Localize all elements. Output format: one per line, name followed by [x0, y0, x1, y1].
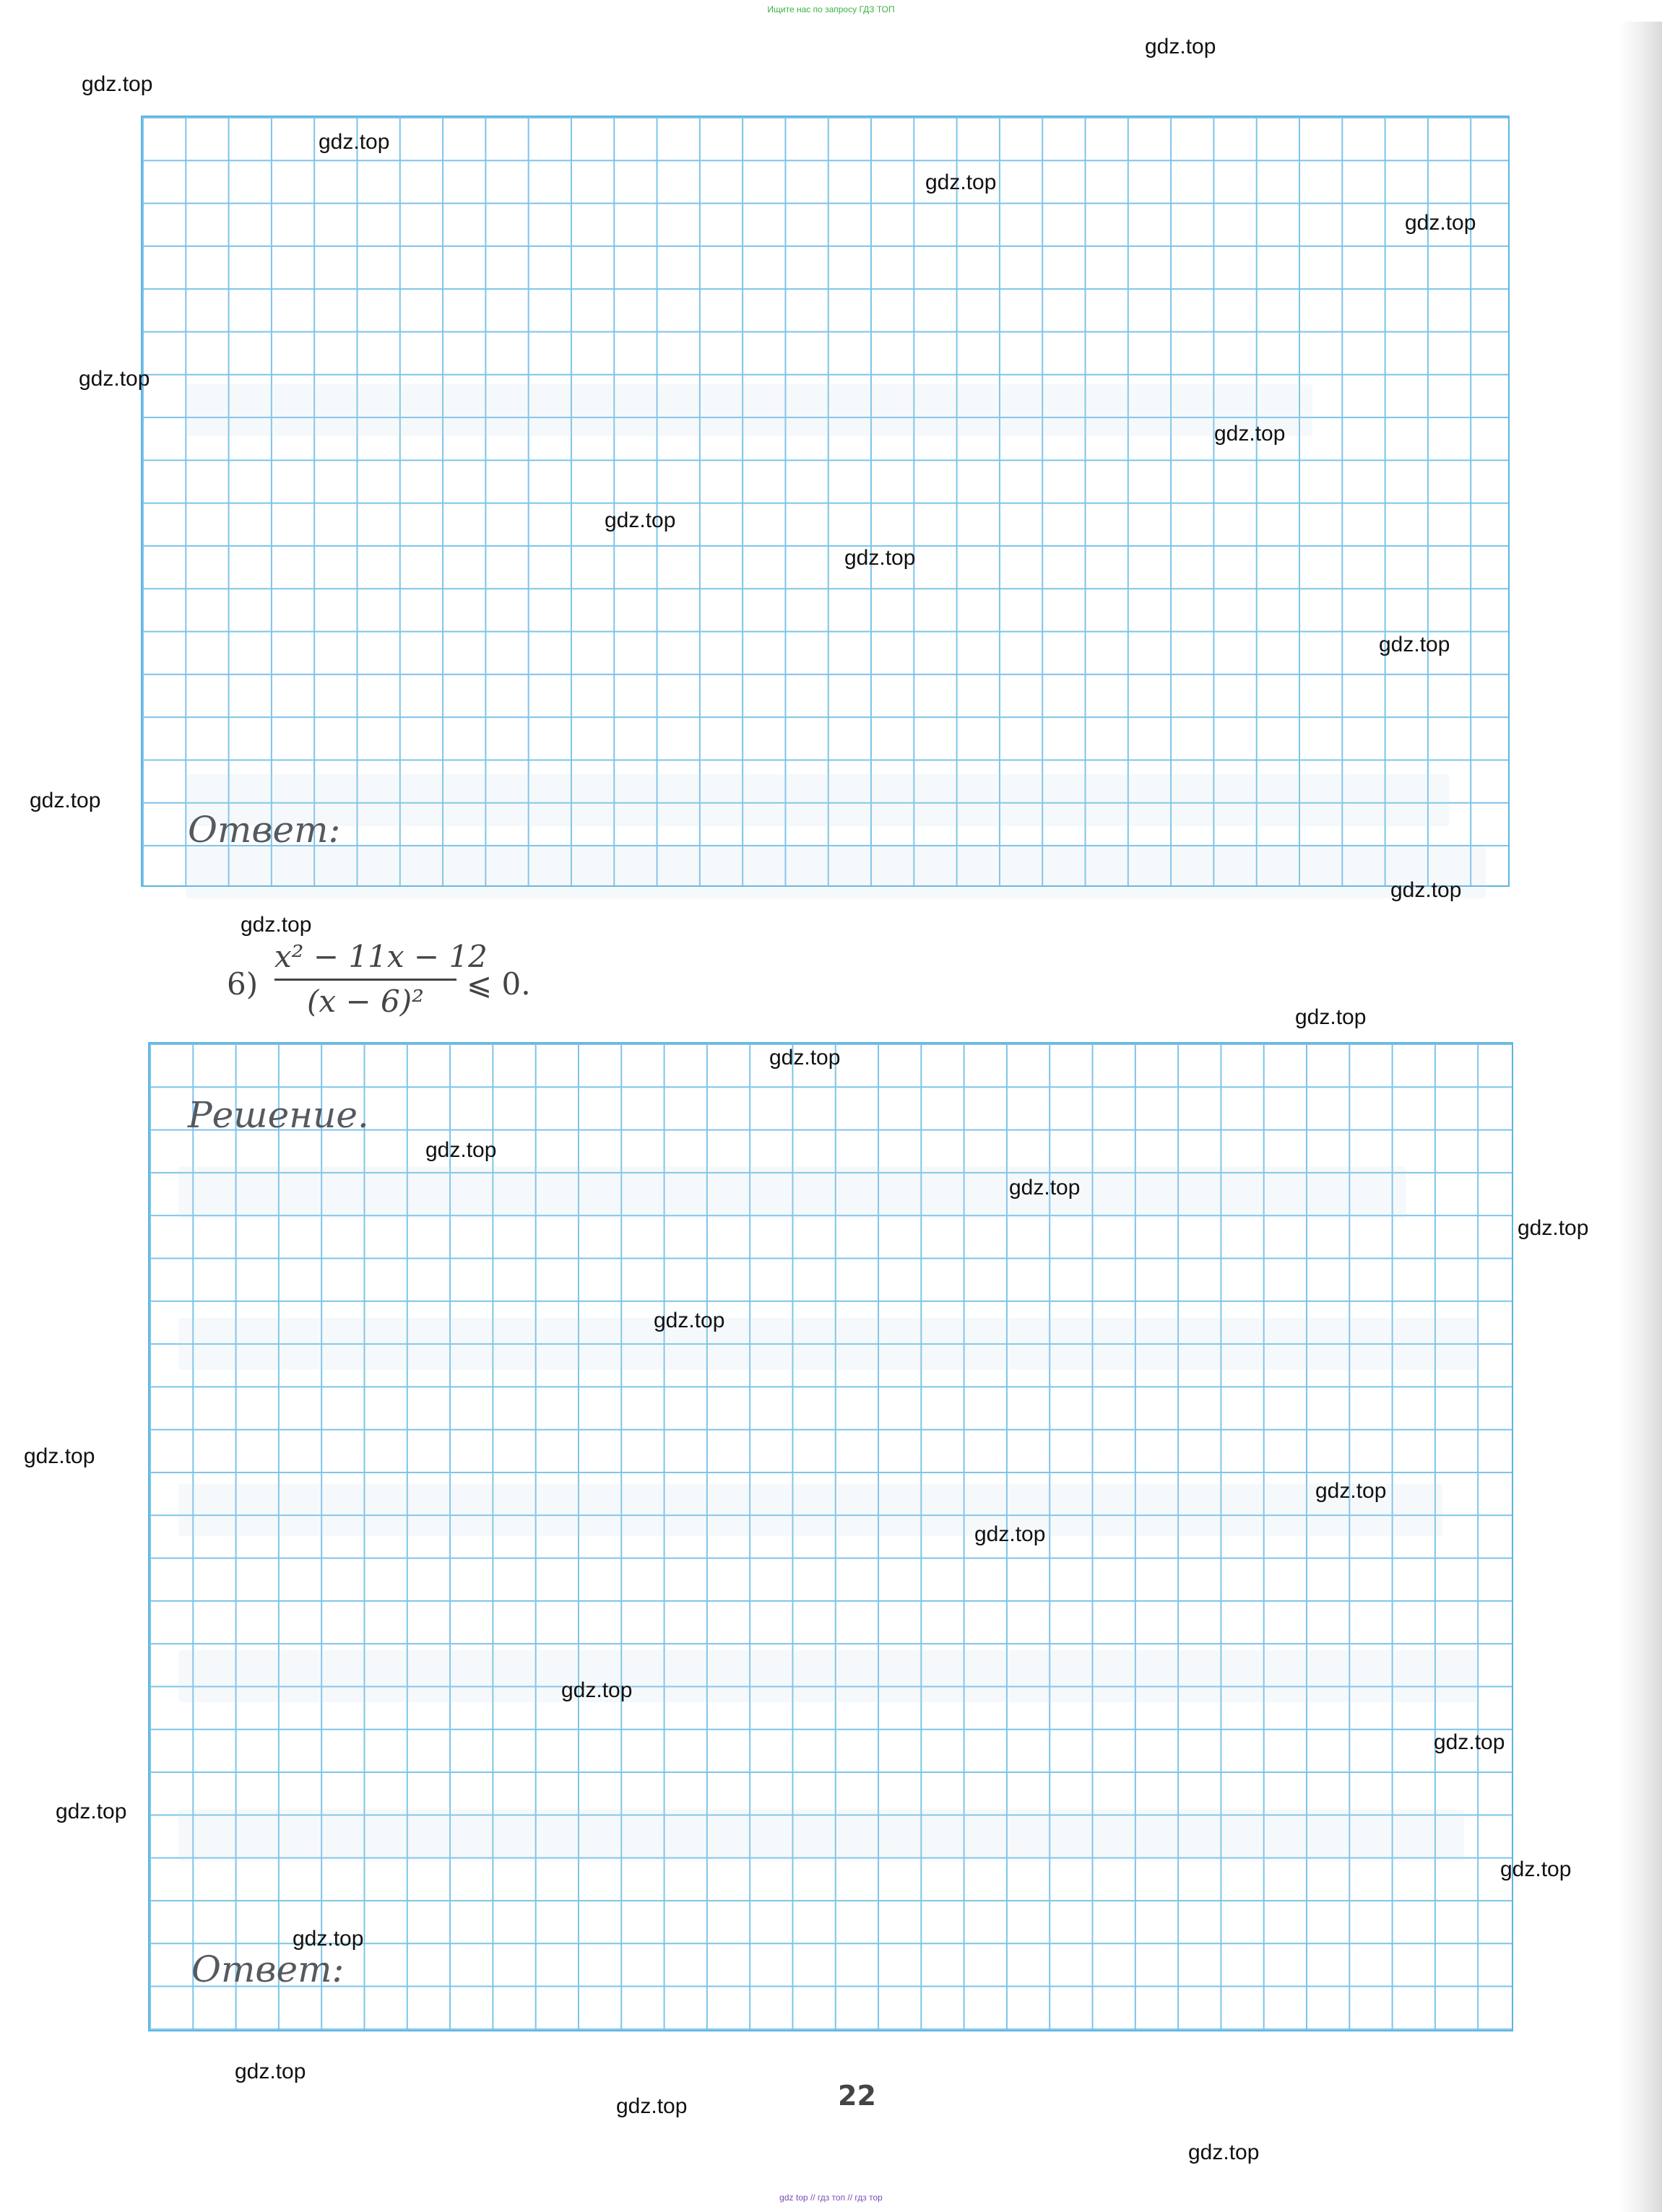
watermark: gdz.top	[425, 1138, 497, 1162]
watermark: gdz.top	[1500, 1857, 1572, 1881]
show-through-line	[186, 846, 1486, 898]
watermark: gdz.top	[1405, 211, 1476, 235]
watermark: gdz.top	[844, 546, 916, 570]
show-through-line	[178, 1318, 1479, 1370]
answer-label-top: Ответ:	[188, 809, 341, 851]
show-through-line	[178, 1166, 1406, 1218]
watermark: gdz.top	[1145, 35, 1216, 58]
watermark: gdz.top	[1379, 633, 1450, 656]
fraction-numerator: x² − 11x − 12	[274, 939, 456, 981]
grid-answer-area-top	[141, 116, 1510, 887]
page-number: 22	[838, 2080, 876, 2112]
watermark: gdz.top	[1315, 1479, 1387, 1503]
watermark: gdz.top	[769, 1046, 841, 1070]
show-through-line	[186, 384, 1312, 436]
watermark: gdz.top	[925, 170, 997, 194]
watermark: gdz.top	[79, 367, 150, 391]
watermark: gdz.top	[1214, 422, 1286, 446]
watermark: gdz.top	[24, 1444, 95, 1468]
watermark: gdz.top	[616, 2094, 688, 2118]
watermark: gdz.top	[82, 72, 153, 96]
watermark: gdz.top	[654, 1309, 725, 1332]
show-through-line	[178, 1484, 1442, 1536]
top-banner[interactable]: Ищите нас по запросу ГДЗ ТОП	[767, 4, 895, 14]
solution-label: Решение.	[188, 1094, 369, 1136]
watermark: gdz.top	[1295, 1005, 1367, 1029]
show-through-line	[186, 774, 1450, 826]
watermark: gdz.top	[1390, 878, 1462, 902]
problem-number: 6)	[227, 966, 259, 1002]
page-edge-shadow	[1619, 22, 1662, 2212]
problem-relation: ⩽ 0.	[467, 966, 531, 1002]
watermark: gdz.top	[241, 913, 312, 937]
watermark: gdz.top	[56, 1800, 127, 1823]
fraction-denominator: (x − 6)²	[307, 984, 424, 1019]
watermark: gdz.top	[235, 2060, 306, 2083]
footer-links[interactable]: gdz top // гдз топ // гдз тор	[779, 2193, 883, 2203]
watermark: gdz.top	[293, 1927, 364, 1951]
watermark: gdz.top	[1518, 1216, 1589, 1240]
watermark: gdz.top	[974, 1522, 1046, 1546]
watermark: gdz.top	[319, 130, 390, 154]
problem-fraction	[274, 939, 488, 1019]
watermark: gdz.top	[1009, 1176, 1081, 1200]
watermark: gdz.top	[1188, 2141, 1260, 2164]
grid-solution-area	[148, 1042, 1513, 2031]
watermark: gdz.top	[605, 508, 676, 532]
show-through-line	[178, 1650, 1479, 1702]
show-through-line	[178, 1809, 1464, 1861]
watermark: gdz.top	[30, 789, 101, 812]
watermark: gdz.top	[561, 1678, 633, 1702]
watermark: gdz.top	[1434, 1730, 1505, 1754]
answer-label-bottom: Ответ:	[191, 1948, 345, 1990]
